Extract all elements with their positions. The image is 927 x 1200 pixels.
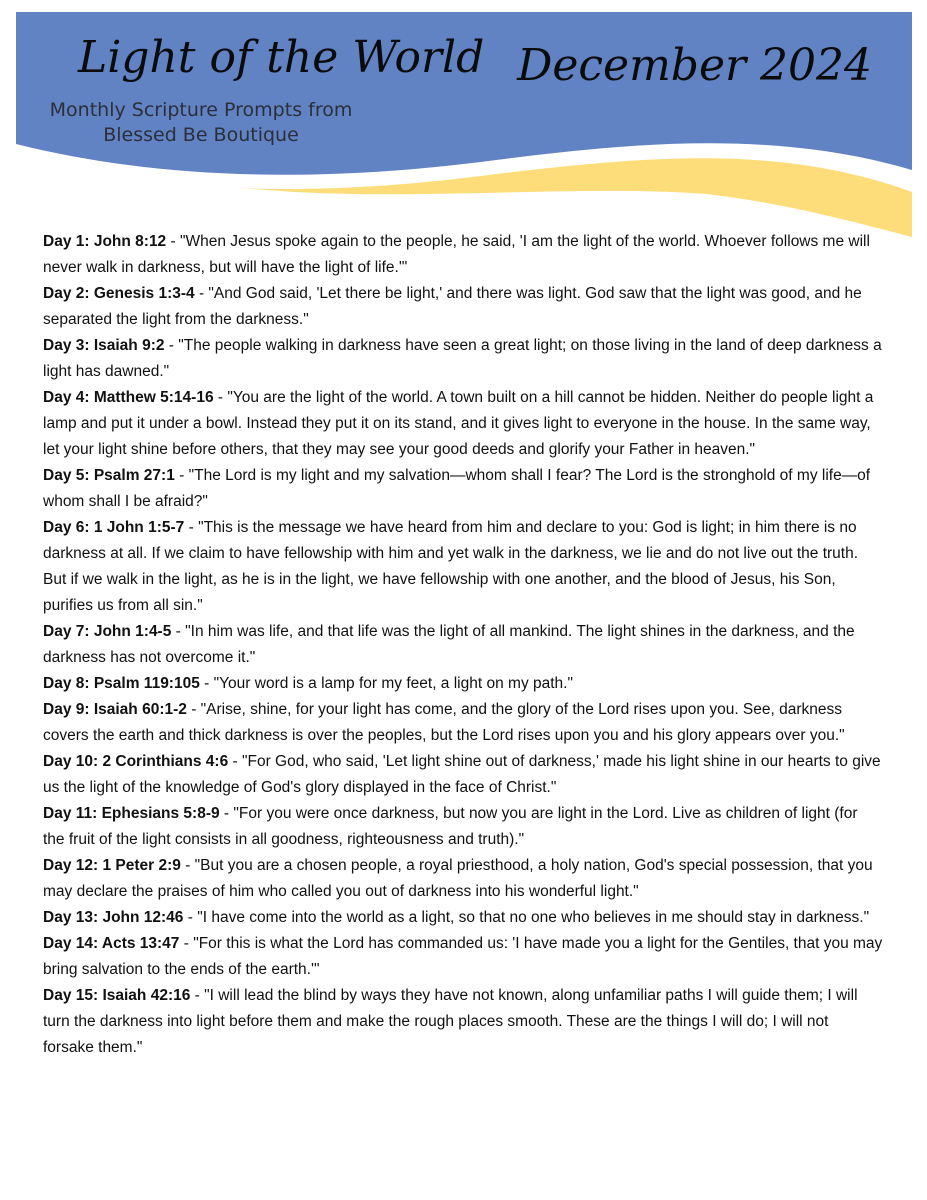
scripture-entry-day-14	[43, 931, 883, 983]
scripture-reference: Day 14: Acts 13:47	[43, 935, 180, 952]
separator: -	[213, 389, 228, 406]
scripture-text: "This is the message we have heard from him and declare to you: God is light; in him there is no darkness at all. If we claim to have fellowship with him and yet walk in the darkness, we lie and do not live out the truth. But if we walk in the light, as he is in the light, we have fellowship with one another, and the blood of Jesus, his Son, purifies us from all sin."	[43, 519, 859, 614]
separator: -	[184, 519, 199, 536]
scripture-entry-day-8	[43, 671, 883, 697]
scripture-text: "For you were once darkness, but now you are light in the Lord. Live as children of light (for the fruit of the light consists in all goodness, righteousness and truth)."	[43, 805, 858, 848]
separator: -	[194, 285, 209, 302]
scripture-text: "I will lead the blind by ways they have not known, along unfamiliar paths I will guide them; I will turn the darkness into light before them and make the rough places smooth. These are the things I will do; I will not forsake them."	[43, 987, 858, 1056]
scripture-text: "The Lord is my light and my salvation—whom shall I fear? The Lord is the stronghold of my life—of whom shall I be afraid?"	[43, 467, 871, 510]
separator: -	[179, 935, 194, 952]
scripture-reference: Day 7: John 1:4-5	[43, 623, 172, 640]
scripture-reference: Day 13: John 12:46	[43, 909, 184, 926]
page-title: Light of the World	[78, 32, 485, 83]
scripture-reference: Day 11: Ephesians 5:8-9	[43, 805, 220, 822]
separator: -	[186, 701, 201, 718]
scripture-reference: Day 1: John 8:12	[43, 233, 167, 250]
scripture-reference: Day 2: Genesis 1:3-4	[43, 285, 195, 302]
separator: -	[171, 623, 186, 640]
separator: -	[183, 909, 198, 926]
separator: -	[228, 753, 242, 770]
scripture-text: "Your word is a lamp for my feet, a light on my path."	[213, 675, 573, 692]
month-year: December 2024	[517, 40, 872, 91]
scripture-reference: Day 3: Isaiah 9:2	[43, 337, 165, 354]
separator: -	[180, 857, 195, 874]
separator: -	[166, 233, 180, 250]
scripture-entry-day-10	[43, 749, 883, 801]
header-banner	[16, 12, 912, 237]
scripture-text: "For this is what the Lord has commanded us: 'I have made you a light for the Gentiles, that you may bring salvation to the ends of the earth.'"	[43, 935, 883, 978]
scripture-entry-day-12	[43, 853, 883, 905]
scripture-entry-day-2	[43, 281, 883, 333]
scripture-reference: Day 4: Matthew 5:14-16	[43, 389, 214, 406]
scripture-reference: Day 15: Isaiah 42:16	[43, 987, 191, 1004]
scripture-reference: Day 10: 2 Corinthians 4:6	[43, 753, 229, 770]
separator: -	[199, 675, 214, 692]
separator: -	[190, 987, 205, 1004]
scripture-entry-day-13	[43, 905, 883, 931]
scripture-text: "The people walking in darkness have seen a great light; on those living in the land of deep darkness a light has dawned."	[43, 337, 882, 380]
scripture-reference: Day 5: Psalm 27:1	[43, 467, 175, 484]
scripture-text: "In him was life, and that life was the light of all mankind. The light shines in the darkness, and the darkness has not overcome it."	[43, 623, 855, 666]
scripture-list	[43, 229, 883, 1061]
scripture-text: "You are the light of the world. A town built on a hill cannot be hidden. Neither do people light a lamp and put it under a bowl. Instead they put it on its stand, and it gives light to everyone in the house. In the same way, let your light shine before others, that they may see your good deeds and glorify your Father in heaven."	[43, 389, 874, 458]
scripture-text: "But you are a chosen people, a royal priesthood, a holy nation, God's special possession, that you may declare the praises of him who called you out of darkness into his wonderful light."	[43, 857, 873, 900]
scripture-reference: Day 12: 1 Peter 2:9	[43, 857, 181, 874]
scripture-entry-day-6	[43, 515, 883, 619]
scripture-text: "I have come into the world as a light, so that no one who believes in me should stay in darkness."	[197, 909, 870, 926]
scripture-entry-day-7	[43, 619, 883, 671]
scripture-text: "When Jesus spoke again to the people, he said, 'I am the light of the world. Whoever follows me will never walk in darkness, but will have the light of life.'"	[43, 233, 870, 276]
separator: -	[219, 805, 234, 822]
scripture-entry-day-1	[43, 229, 883, 281]
subtitle-line-2: Blessed Be Boutique	[103, 124, 299, 146]
separator: -	[164, 337, 179, 354]
separator: -	[174, 467, 189, 484]
scripture-text: "For God, who said, 'Let light shine out of darkness,' made his light shine in our hearts to give us the light of the knowledge of God's glory displayed in the face of Christ."	[43, 753, 881, 796]
scripture-text: "And God said, 'Let there be light,' and there was light. God saw that the light was good, and he separated the light from the darkness."	[43, 285, 862, 328]
scripture-text: "Arise, shine, for your light has come, and the glory of the Lord rises upon you. See, darkness covers the earth and thick darkness is over the peoples, but the Lord rises upon you and his glory appears over you."	[43, 701, 845, 744]
scripture-entry-day-3	[43, 333, 883, 385]
scripture-entry-day-4	[43, 385, 883, 463]
scripture-reference: Day 9: Isaiah 60:1-2	[43, 701, 187, 718]
subtitle	[46, 98, 356, 148]
scripture-entry-day-9	[43, 697, 883, 749]
scripture-reference: Day 6: 1 John 1:5-7	[43, 519, 185, 536]
scripture-reference: Day 8: Psalm 119:105	[43, 675, 200, 692]
subtitle-line-1: Monthly Scripture Prompts from	[49, 99, 353, 121]
scripture-entry-day-11	[43, 801, 883, 853]
scripture-entry-day-5	[43, 463, 883, 515]
scripture-entry-day-15	[43, 983, 883, 1061]
